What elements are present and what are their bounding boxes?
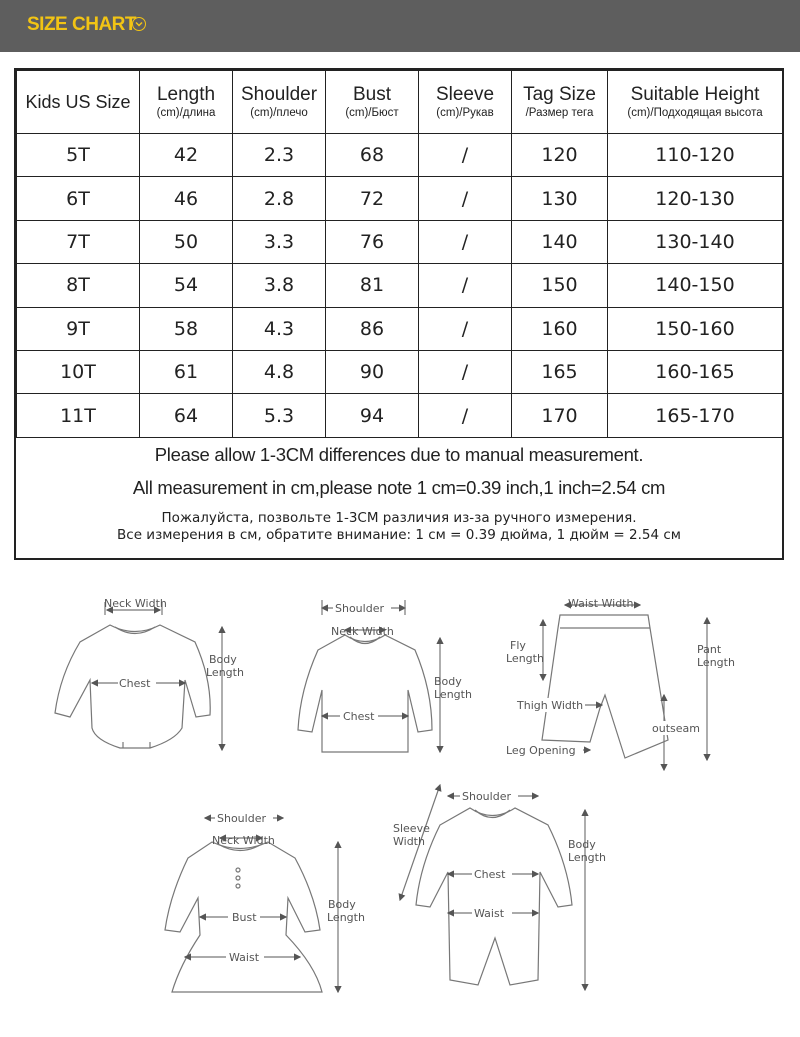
table-row (17, 264, 783, 307)
note-conversion-en: All measurement in cm,please note 1 cm=0.39 inch,1 inch=2.54 cm (132, 477, 666, 498)
cell-shoulder: 4.8 (233, 350, 326, 393)
cell-tag-size: 130 (512, 177, 608, 220)
cell-height: 110-120 (608, 134, 783, 177)
cell-tag-size: 165 (512, 350, 608, 393)
size-table-frame (14, 68, 784, 560)
cell-size: 9T (17, 307, 140, 350)
chevron-down-icon (132, 17, 146, 31)
header-suitable-height: Suitable Height (cm)/Подходящая высота (608, 71, 783, 134)
cell-tag-size: 170 (512, 394, 608, 437)
top-diagram (298, 600, 440, 752)
note-conversion-ru: Все измерения в см, обратите внимание: 1 см = 0.39 дюйма, 1 дюйм = 2.54 см (117, 527, 681, 543)
cell-length: 46 (140, 177, 233, 220)
cell-bust: 94 (326, 394, 419, 437)
label-pant: Pant (697, 643, 722, 656)
label-length: Length (327, 911, 365, 924)
label-sleeve: Sleeve (393, 822, 430, 835)
label-neck-width: Neck Width (104, 597, 167, 610)
cell-sleeve: / (419, 220, 512, 263)
cell-height: 165-170 (608, 394, 783, 437)
cell-sleeve: / (419, 394, 512, 437)
label-waist: Waist (229, 951, 260, 964)
label-sleeve-width: Width (393, 835, 425, 848)
cell-sleeve: / (419, 177, 512, 220)
label-body: Body (328, 898, 356, 911)
cell-length: 58 (140, 307, 233, 350)
label-chest: Chest (119, 677, 151, 690)
cell-bust: 68 (326, 134, 419, 177)
size-chart-header (0, 0, 800, 52)
label-pant-length: Length (697, 656, 735, 669)
header-size: Kids US Size (17, 71, 140, 134)
label-body: Body (434, 675, 462, 688)
cell-size: 8T (17, 264, 140, 307)
table-row (17, 220, 783, 263)
cell-shoulder: 2.8 (233, 177, 326, 220)
label-body: Body (568, 838, 596, 851)
header-length: Length (cm)/длина (140, 71, 233, 134)
table-row (17, 394, 783, 437)
label-waist-width: Waist Width (568, 597, 634, 610)
cell-sleeve: / (419, 264, 512, 307)
size-chart-title: SIZE CHART (27, 14, 136, 35)
cell-shoulder: 5.3 (233, 394, 326, 437)
label-shoulder: Shoulder (217, 812, 266, 825)
cell-height: 150-160 (608, 307, 783, 350)
label-thigh-width: Thigh Width (517, 699, 584, 712)
label-outseam: outseam (652, 722, 700, 735)
cell-bust: 86 (326, 307, 419, 350)
size-table (16, 70, 783, 438)
cell-height: 130-140 (608, 220, 783, 263)
cell-length: 64 (140, 394, 233, 437)
cell-shoulder: 4.3 (233, 307, 326, 350)
table-row (17, 350, 783, 393)
garment-diagrams-svg (0, 580, 800, 1033)
cell-size: 5T (17, 134, 140, 177)
table-header-row (17, 71, 783, 134)
header-tag-size: Tag Size /Размер тега (512, 71, 608, 134)
cell-length: 54 (140, 264, 233, 307)
label-bust: Bust (232, 911, 257, 924)
cell-shoulder: 2.3 (233, 134, 326, 177)
header-shoulder: Shoulder (cm)/плечо (233, 71, 326, 134)
label-neck-width: Neck Width (331, 625, 394, 638)
label-neck-width: Neck Width (212, 834, 275, 847)
table-row (17, 177, 783, 220)
cell-shoulder: 3.3 (233, 220, 326, 263)
label-length: Length (434, 688, 472, 701)
cell-bust: 90 (326, 350, 419, 393)
label-body: Body (209, 653, 237, 666)
label-chest: Chest (474, 868, 506, 881)
cell-sleeve: / (419, 307, 512, 350)
label-fly-length: Length (506, 652, 544, 665)
label-fly: Fly (510, 639, 526, 652)
romper-diagram (400, 785, 585, 990)
label-length: Length (568, 851, 606, 864)
cell-height: 140-150 (608, 264, 783, 307)
cell-sleeve: / (419, 350, 512, 393)
cell-tag-size: 140 (512, 220, 608, 263)
note-tolerance-ru: Пожалуйста, позвольте 1-3CM различия из-за ручного измерения. (161, 510, 637, 526)
cell-size: 6T (17, 177, 140, 220)
cell-size: 10T (17, 350, 140, 393)
cell-length: 42 (140, 134, 233, 177)
header-bust: Bust (cm)/Бюст (326, 71, 419, 134)
label-length: Length (206, 666, 244, 679)
cell-height: 160-165 (608, 350, 783, 393)
cell-tag-size: 150 (512, 264, 608, 307)
cell-bust: 81 (326, 264, 419, 307)
cell-tag-size: 120 (512, 134, 608, 177)
cell-bust: 76 (326, 220, 419, 263)
label-shoulder: Shoulder (462, 790, 511, 803)
measurement-diagrams (0, 580, 800, 1033)
cell-bust: 72 (326, 177, 419, 220)
cell-length: 50 (140, 220, 233, 263)
header-sleeve: Sleeve (cm)/Рукав (419, 71, 512, 134)
cell-size: 7T (17, 220, 140, 263)
table-row (17, 134, 783, 177)
cell-height: 120-130 (608, 177, 783, 220)
cell-tag-size: 160 (512, 307, 608, 350)
cell-shoulder: 3.8 (233, 264, 326, 307)
cell-size: 11T (17, 394, 140, 437)
label-shoulder: Shoulder (335, 602, 384, 615)
cell-length: 61 (140, 350, 233, 393)
label-waist: Waist (474, 907, 505, 920)
cell-sleeve: / (419, 134, 512, 177)
table-row (17, 307, 783, 350)
note-tolerance-en: Please allow 1-3CM differences due to manual measurement. (154, 444, 644, 465)
label-chest: Chest (343, 710, 375, 723)
label-leg-opening: Leg Opening (506, 744, 576, 757)
